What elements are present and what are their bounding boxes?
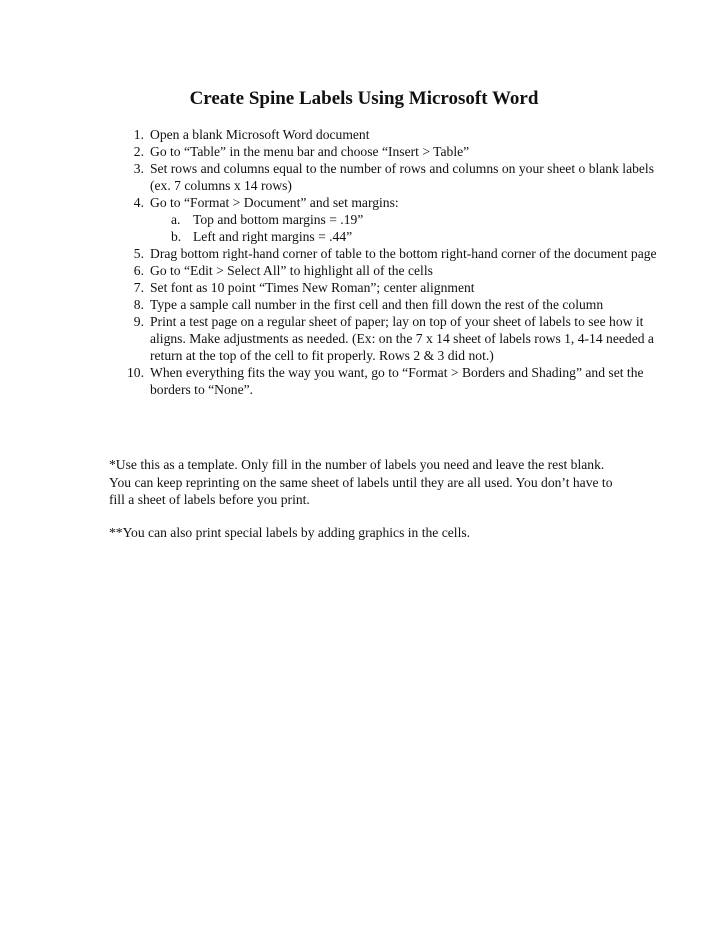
margin-sub-list xyxy=(150,211,660,245)
sub-text: Top and bottom margins = .19” xyxy=(193,212,364,227)
step-item-2 xyxy=(0,143,660,160)
step-text: Open a blank Microsoft Word document xyxy=(150,127,370,142)
step-item-6 xyxy=(0,262,660,279)
step-text: Type a sample call number in the first cell and then fill down the rest of the column xyxy=(150,297,604,312)
step-text: When everything fits the way you want, go to “Format > Borders and Shading” and set the borders to “None”. xyxy=(150,365,644,397)
step-item-9 xyxy=(0,313,660,364)
step-item-10 xyxy=(0,364,660,398)
step-item-1 xyxy=(0,126,660,143)
step-item-8 xyxy=(0,296,660,313)
step-number: 6. xyxy=(133,263,144,278)
step-item-3 xyxy=(0,160,660,194)
step-number: 1. xyxy=(133,127,144,142)
sub-text: Left and right margins = .44” xyxy=(193,229,353,244)
step-item-5 xyxy=(0,245,660,262)
graphics-note: **You can also print special labels by adding graphics in the cells. xyxy=(109,525,471,540)
sub-letter: a. xyxy=(171,212,181,227)
step-number: 2. xyxy=(133,144,144,159)
step-text: Go to “Format > Document” and set margins: xyxy=(150,195,399,210)
step-number: 3. xyxy=(133,161,144,176)
sub-item-left-right xyxy=(150,228,660,245)
page-title: Create Spine Labels Using Microsoft Word xyxy=(189,88,539,109)
step-text: Set font as 10 point “Times New Roman”; center alignment xyxy=(150,280,475,295)
step-text: Print a test page on a regular sheet of paper; lay on top of your sheet of labels to see how it aligns. Make adjustments as needed. (Ex: on the 7 x 14 sheet of labels rows 1, 4-14 needed a return at the top of the cell to fit properly. Rows 2 & 3 did not.) xyxy=(150,314,654,363)
step-number: 10. xyxy=(127,365,144,380)
step-text: Go to “Table” in the menu bar and choose “Insert > Table” xyxy=(150,144,470,159)
step-item-7 xyxy=(0,279,660,296)
step-text: Drag bottom right-hand corner of table to the bottom right-hand corner of the document page xyxy=(150,246,657,261)
step-number: 4. xyxy=(133,195,144,210)
step-text: Set rows and columns equal to the number of rows and columns on your sheet o blank labels (ex. 7 columns x 14 rows) xyxy=(150,161,655,193)
step-number: 5. xyxy=(133,246,144,261)
step-text: Go to “Edit > Select All” to highlight all of the cells xyxy=(150,263,433,278)
steps-list xyxy=(0,126,660,398)
step-number: 7. xyxy=(133,280,144,295)
sub-letter: b. xyxy=(171,229,182,244)
template-note: *Use this as a template. Only fill in the number of labels you need and leave the rest blank. You can keep reprinting on the same sheet of labels until they are all used. You don’t have to fill a sheet of labels before you print. xyxy=(109,457,613,507)
sub-item-top-bottom xyxy=(150,211,660,228)
step-number: 8. xyxy=(133,297,144,312)
step-number: 9. xyxy=(133,314,144,329)
step-item-4 xyxy=(0,194,660,245)
